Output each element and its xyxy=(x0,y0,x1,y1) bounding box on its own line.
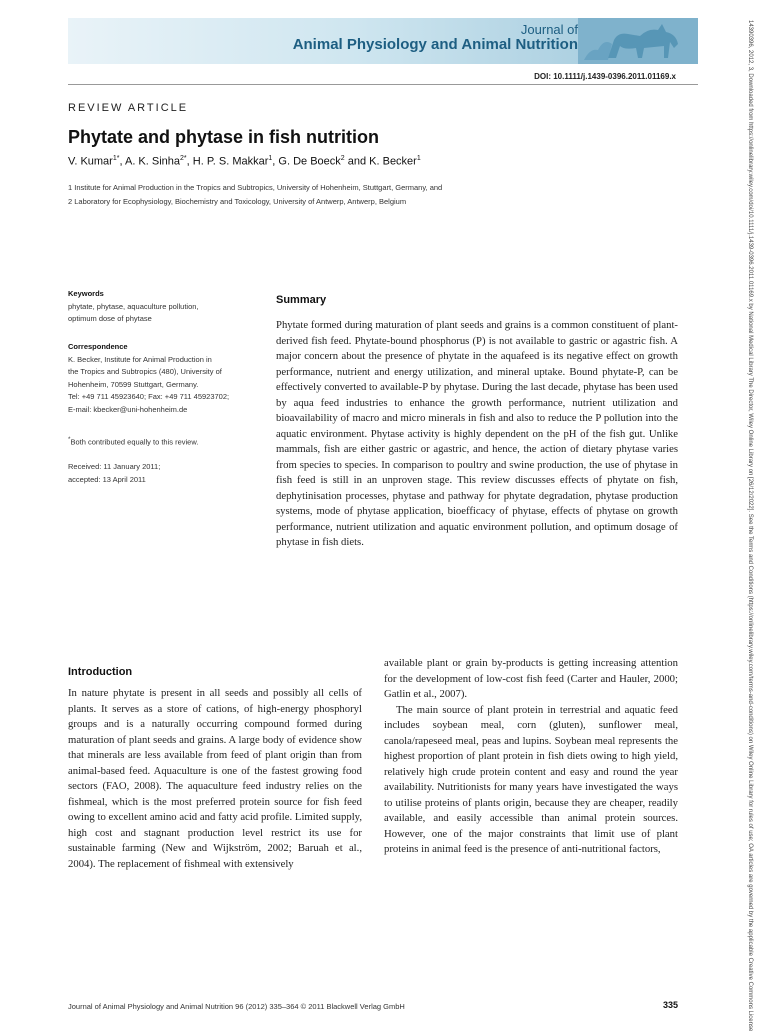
author-name: G. De Boeck xyxy=(278,155,341,168)
correspondence-line: Hohenheim, 70599 Stuttgart, Germany. xyxy=(68,379,199,389)
journal-name-line1: Journal of xyxy=(520,22,578,37)
author-name: H. P. S. Makkar xyxy=(192,155,269,168)
equal-contribution-note xyxy=(68,434,268,449)
keywords-heading: Keywords xyxy=(68,289,104,298)
footer-citation: Journal of Animal Physiology and Animal Nutrition 96 (2012) 335–364 © 2011 Blackwell Verlag GmbH xyxy=(68,1002,405,1011)
affiliation-2: 2 Laboratory for Ecophysiology, Biochemistry and Toxicology, University of Antwerp, Antwerp, Belgium xyxy=(68,197,407,206)
summary-text: Phytate formed during maturation of plant seeds and grains is a common constituent of plant-derived fish feed. Phytate-bound phosphorus (P) is not available to gastric or agastric fish. A major concern about the presence of phytate in the aquafeed is its negative effect on growth performance, nutrient and energy utilization, and mineral uptake. Bound phytate-P, can be effectively converted to available-P by phytase. During the last decade, phytase has been used by aqua feed industries to enhance the growth performance, nutrient utilization and bioavailability of macro and micro minerals in fish and also to reduce the P pollution into the aquatic environment. Phytase activity is highly dependent on the pH of the fish gut. Unlike mammals, fish are either gastric or agastric, and hence, the action of dietary phytase varies from species to species. In comparison to poultry and swine production, the use of phytase in fish feed is still in an unproven stage. This review discusses effects of phytate on fish, dephytinisation processes, phytase and pathway for phytate degradation, phytase production systems, mode of phytase application, bioefficacy of phytase, effects of phytase on growth performance, nutrient utilization and aquatic environment pollution, and optimum dosage of phytase in fish diets. xyxy=(276,319,678,548)
journal-name xyxy=(293,23,578,52)
paragraph: available plant or grain by-products is getting increasing attention for the development of low-cost fish feed (Carter and Hauler, 2000; Gatlin et al., 2007). xyxy=(384,657,678,700)
author-affiliation-mark: 1 xyxy=(416,155,421,162)
author-separator: , xyxy=(272,155,279,168)
author-affiliation-mark: 1* xyxy=(112,155,120,162)
correspondence-email[interactable]: E-mail: kbecker@uni-hohenheim.de xyxy=(68,404,188,414)
article-type: REVIEW ARTICLE xyxy=(68,102,189,114)
author-affiliation-mark: 2 xyxy=(340,155,345,162)
dates-block xyxy=(68,461,268,486)
introduction-heading: Introduction xyxy=(68,666,133,678)
author-affiliation-mark: 1 xyxy=(268,155,273,162)
doi: DOI: 10.1111/j.1439-0396.2011.01169.x xyxy=(534,72,676,81)
header-divider xyxy=(68,84,698,85)
journal-banner xyxy=(68,18,698,64)
paragraph: The main source of plant protein in terrestrial and aquatic feed includes soybean meal, corn (gluten), sunflower meal, canola/rapeseed meal, peas and lupins. Soybean meal represents the highest proportion of plant protein in fish diets owing to high yield, relatively high crude protein content and easy and round the year availability. Nutritionists for many years have investigated the ways to utilise proteins of plants origin, because they are cheaper, readily available, and easily accessible than animal protein sources. However, one of the major constraints that limit use of plant proteins in animal feed is the presence of anti-nutritional factors, xyxy=(384,703,678,855)
keywords-line: phytate, phytase, aquaculture pollution, xyxy=(68,301,199,311)
correspondence-line: K. Becker, Institute for Animal Production in xyxy=(68,354,212,364)
author-list xyxy=(68,155,421,168)
accepted-date: accepted: 13 April 2011 xyxy=(68,474,146,484)
affiliation-1: 1 Institute for Animal Production in the Tropics and Subtropics, University of Hohenheim, Stuttgart, Germany, and xyxy=(68,183,443,192)
author-name: K. Becker xyxy=(369,155,417,168)
paragraph: In nature phytate is present in all seeds and possibly all cells of plants. It serves as a store of cations, of high-energy phosphoryl groups and is a naturally occurring compound formed during maturation of plant seeds and grains. A large body of evidence show that minerals are less available from feed of plant origin than from animal-based feed. Aquaculture is one of the fastest growing food sectors (FAO, 2008). The aquaculture feed industry relies on the fishmeal, which is the most preferred protein source for fish feed owing to excellent amino acid and fatty acid profile. Limited supply, high cost and stagnant production level restrict its use for sustainable farming (New and Wijkström, 2002; Baruah et al., 2004). The replacement of fishmeal with extensively xyxy=(68,687,362,870)
author-affiliation-mark: 2* xyxy=(180,155,187,162)
correspondence-block xyxy=(68,341,268,417)
author-name: A. K. Sinha xyxy=(124,155,181,168)
correspondence-line: Tel: +49 711 45923640; Fax: +49 711 45923702; xyxy=(68,392,230,402)
download-notice-text: 14390396, 2012, 3, Downloaded from https://onlinelibrary.wiley.com/doi/10.1111/j.1439-0396.2011.01169.x by National Medical Library The Director, Wiley Online Library on [26/12/2022]. See the Terms and Conditions (https://onlinelibrary.wiley.com/terms-and-conditions) on Wiley Online Library for rules of use; OA articles are governed by the applicable Creative Commons License xyxy=(747,20,753,1031)
correspondence-heading: Correspondence xyxy=(68,342,128,351)
keywords-block xyxy=(68,288,268,326)
author-separator: and xyxy=(344,155,370,168)
page-number: 335 xyxy=(662,1000,678,1010)
download-notice xyxy=(743,20,753,1031)
received-date: Received: 11 January 2011; xyxy=(68,462,161,471)
author-name: V. Kumar xyxy=(68,155,113,168)
summary-heading: Summary xyxy=(276,294,327,306)
animal-silhouette-icon xyxy=(578,18,698,64)
author-separator: , xyxy=(119,155,125,168)
article-title: Phytate and phytase in fish nutrition xyxy=(68,127,380,147)
author-separator: , xyxy=(186,155,193,168)
keywords-line: optimum dose of phytase xyxy=(68,314,152,324)
body-column-left xyxy=(68,686,362,872)
correspondence-line: the Tropics and Subtropics (480), University of xyxy=(68,367,222,377)
note-mark: * xyxy=(68,436,71,443)
journal-name-line2: Animal Physiology and Animal Nutrition xyxy=(292,35,578,53)
body-column-right xyxy=(384,656,678,858)
note-text: Both contributed equally to this review. xyxy=(70,437,199,447)
